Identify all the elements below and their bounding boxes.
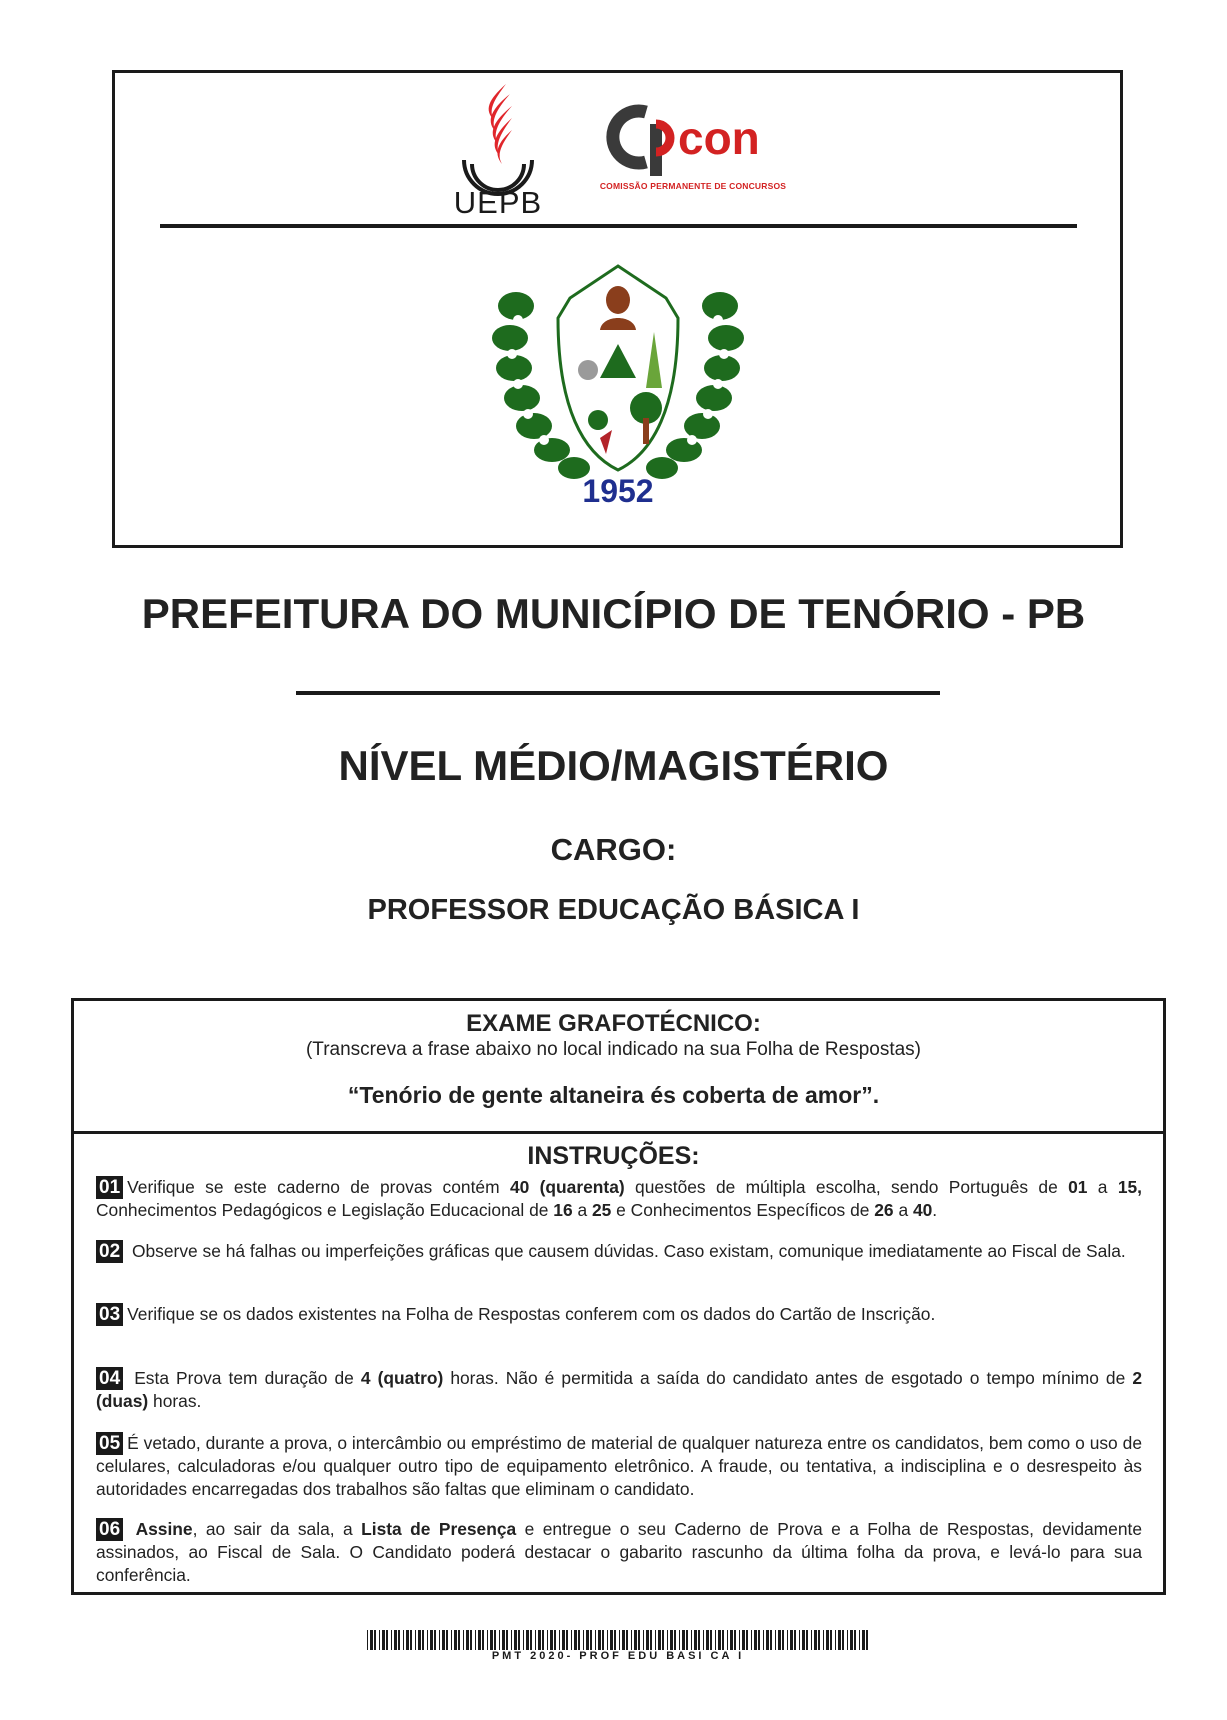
instruction-number: 03 — [96, 1303, 123, 1326]
municipal-coat-of-arms — [488, 258, 748, 512]
barcode-bar — [538, 1630, 541, 1650]
barcode-bar — [454, 1630, 457, 1650]
barcode-bar — [490, 1630, 493, 1650]
barcode-bar — [754, 1630, 757, 1650]
barcode-bar — [730, 1630, 733, 1650]
instruction-bold: 2 (duas) — [96, 1368, 1142, 1411]
barcode-bar — [655, 1630, 656, 1650]
cpcon-logo — [598, 100, 788, 180]
instruction-item — [96, 1240, 1142, 1263]
grafotecnico-title: EXAME GRAFOTÉCNICO: — [466, 1010, 761, 1037]
instruction-bold: 16 — [553, 1200, 573, 1220]
barcode-bar — [530, 1630, 532, 1650]
instruction-text: É vetado, durante a prova, o intercâmbio ou empréstimo de material de qualquer natureza entre os candidatos, bem como o uso de celulares, calculadoras e/ou qualquer outro tipo de equipamento eletrônico. A fraude, ou tentativa, a indisciplina e o desrespeito às autoridades encarregadas dos trabalhos são faltas que eliminam o candidato. — [96, 1433, 1142, 1499]
barcode-bar — [806, 1630, 808, 1650]
barcode-bar — [742, 1630, 745, 1650]
barcode-bar — [727, 1630, 728, 1650]
barcode-bar — [758, 1630, 760, 1650]
instruction-number: 04 — [96, 1367, 123, 1390]
barcode-bar — [638, 1630, 640, 1650]
instruction-number: 06 — [96, 1518, 123, 1541]
barcode-bar — [566, 1630, 568, 1650]
barcode-bar — [458, 1630, 460, 1650]
barcode-bar — [475, 1630, 476, 1650]
instruction-text: Verifique se os dados existentes na Folha de Respostas conferem com os dados do Cartão de Inscrição. — [127, 1304, 936, 1324]
barcode-bar — [502, 1630, 505, 1650]
barcode-bar — [463, 1630, 464, 1650]
barcode-bar — [770, 1630, 772, 1650]
barcode-bar — [382, 1630, 385, 1650]
instruction-text: . — [932, 1200, 938, 1220]
barcode-bar — [634, 1630, 637, 1650]
barcode-bar — [518, 1630, 520, 1650]
barcode-bar — [562, 1630, 565, 1650]
barcode-bar — [598, 1630, 601, 1650]
instruction-bold: 26 — [874, 1200, 894, 1220]
instruction-number: 02 — [96, 1240, 123, 1263]
barcode-bar — [778, 1630, 781, 1650]
barcode-bar — [830, 1630, 832, 1650]
instruction-text: questões de múltipla escolha, sendo Português de — [624, 1177, 1069, 1197]
barcode-bar — [370, 1630, 373, 1650]
barcode-bar — [482, 1630, 484, 1650]
barcode-bar — [415, 1630, 416, 1650]
instruction-bold: 40 — [912, 1200, 933, 1220]
barcode-bar — [374, 1630, 376, 1650]
barcode-bar — [442, 1630, 445, 1650]
barcode-bar — [535, 1630, 536, 1650]
grafotecnico-note: (Transcreva a frase abaixo no local indicado na sua Folha de Respostas) — [305, 1039, 922, 1060]
barcode-bar — [466, 1630, 469, 1650]
city-title: PREFEITURA DO MUNICÍPIO DE TENÓRIO - PB — [141, 590, 1086, 637]
barcode-bar — [559, 1630, 560, 1650]
barcode-bar — [814, 1630, 817, 1650]
barcode-bar — [583, 1630, 584, 1650]
instruction-text: Observe se há falhas ou imperfeições gráficas que causem dúvidas. Caso existam, comunique imediatamente ao Fiscal de Sala. — [131, 1241, 1126, 1261]
instruction-text: a — [1087, 1177, 1118, 1197]
barcode-bar — [706, 1630, 709, 1650]
instruction-bold: 40 (quarenta) — [509, 1177, 625, 1197]
barcode-bar — [610, 1630, 613, 1650]
barcode-bar — [547, 1630, 548, 1650]
barcode-bar — [511, 1630, 512, 1650]
barcode-bar — [818, 1630, 820, 1650]
barcode-bar — [523, 1630, 524, 1650]
barcode-bar — [550, 1630, 553, 1650]
instruction-text: horas. — [148, 1391, 202, 1411]
barcode-bar — [775, 1630, 776, 1650]
barcode-bar — [446, 1630, 448, 1650]
barcode-bar — [694, 1630, 697, 1650]
barcode-bar — [451, 1630, 452, 1650]
barcode-bar — [722, 1630, 724, 1650]
barcode-bar — [823, 1630, 824, 1650]
instruction-text: a — [572, 1200, 592, 1220]
barcode-bar — [614, 1630, 616, 1650]
barcode-bar — [478, 1630, 481, 1650]
barcode-bar — [590, 1630, 592, 1650]
title-rule — [296, 691, 940, 695]
barcode-bar — [586, 1630, 589, 1650]
barcode-bar — [422, 1630, 424, 1650]
barcode-bar — [650, 1630, 652, 1650]
barcode-bar — [631, 1630, 632, 1650]
barcode-bar — [799, 1630, 800, 1650]
instruction-text: Verifique se este caderno de provas contém — [127, 1177, 510, 1197]
barcode-bar — [682, 1630, 685, 1650]
barcode-bar — [674, 1630, 676, 1650]
cargo-label: CARGO: — [550, 832, 677, 867]
coat-year: 1952 — [582, 473, 654, 509]
exam-divider — [71, 1131, 1166, 1134]
instruction-bold: 01 — [1068, 1177, 1088, 1197]
barcode-bar — [862, 1630, 865, 1650]
barcode-bar — [427, 1630, 428, 1650]
barcode-bar — [751, 1630, 752, 1650]
barcode-bar — [602, 1630, 604, 1650]
instruction-number: 01 — [96, 1176, 123, 1199]
barcode-bar — [434, 1630, 436, 1650]
instruction-item — [96, 1303, 1142, 1326]
instruction-number: 05 — [96, 1432, 123, 1455]
barcode-bar — [406, 1630, 409, 1650]
cargo-name: PROFESSOR EDUCAÇÃO BÁSICA I — [367, 894, 860, 926]
instructions-title: INSTRUÇÕES: — [527, 1142, 700, 1170]
barcode-bar — [847, 1630, 848, 1650]
barcode-bar — [763, 1630, 764, 1650]
instruction-item — [96, 1367, 1142, 1413]
barcode-bar — [718, 1630, 721, 1650]
barcode-bar — [670, 1630, 673, 1650]
barcode-bar — [866, 1630, 868, 1650]
barcode-bar — [691, 1630, 692, 1650]
uepb-text: UEPB — [453, 185, 543, 220]
barcode-bar — [734, 1630, 736, 1650]
barcode-bar — [506, 1630, 508, 1650]
barcode-bar — [487, 1630, 488, 1650]
instruction-text: , ao sair da sala, a — [192, 1519, 362, 1539]
barcode-bar — [838, 1630, 841, 1650]
barcode-bar — [782, 1630, 784, 1650]
barcode-bar — [698, 1630, 700, 1650]
instruction-item — [96, 1518, 1142, 1587]
barcode-bar — [554, 1630, 556, 1650]
barcode-bar — [658, 1630, 661, 1650]
cpcon-subtitle: COMISSÃO PERMANENTE DE CONCURSOS — [599, 181, 787, 191]
instruction-text: e Conhecimentos Específicos de — [611, 1200, 875, 1220]
barcode-bar — [430, 1630, 433, 1650]
barcode-bar — [626, 1630, 628, 1650]
barcode-bar — [643, 1630, 644, 1650]
grafotecnico-phrase: “Tenório de gente altaneira és coberta de amor”. — [347, 1082, 880, 1108]
barcode — [367, 1630, 869, 1650]
cpcon-wordmark: con — [678, 112, 760, 164]
barcode-bar — [842, 1630, 844, 1650]
barcode-bar — [854, 1630, 856, 1650]
barcode-bar — [595, 1630, 596, 1650]
barcode-bar — [746, 1630, 748, 1650]
barcode-bar — [622, 1630, 625, 1650]
instruction-bold: 15, — [1117, 1177, 1143, 1197]
instruction-item — [96, 1176, 1142, 1222]
barcode-bar — [703, 1630, 704, 1650]
barcode-bar — [850, 1630, 853, 1650]
barcode-bar — [367, 1630, 368, 1650]
barcode-bar — [398, 1630, 400, 1650]
barcode-bar — [802, 1630, 805, 1650]
barcode-bar — [826, 1630, 829, 1650]
barcode-bar — [686, 1630, 688, 1650]
barcode-bar — [439, 1630, 440, 1650]
barcode-bar — [667, 1630, 668, 1650]
barcode-bar — [391, 1630, 392, 1650]
barcode-bar — [794, 1630, 796, 1650]
barcode-bar — [403, 1630, 404, 1650]
barcode-bar — [470, 1630, 472, 1650]
barcode-bar — [787, 1630, 788, 1650]
barcode-bar — [379, 1630, 380, 1650]
barcode-bar — [514, 1630, 517, 1650]
barcode-bar — [662, 1630, 664, 1650]
level-title: NÍVEL MÉDIO/MAGISTÉRIO — [338, 742, 889, 789]
barcode-bar — [394, 1630, 397, 1650]
header-rule — [160, 224, 1077, 228]
barcode-bar — [790, 1630, 793, 1650]
instruction-bold: Assine — [135, 1519, 193, 1539]
instruction-text: a — [893, 1200, 913, 1220]
barcode-bar — [526, 1630, 529, 1650]
barcode-bar — [574, 1630, 577, 1650]
barcode-bar — [766, 1630, 769, 1650]
instruction-bold: Lista de Presença — [361, 1519, 517, 1539]
barcode-bar — [410, 1630, 412, 1650]
barcode-bar — [715, 1630, 716, 1650]
barcode-bar — [859, 1630, 860, 1650]
barcode-bar — [739, 1630, 740, 1650]
barcode-bar — [386, 1630, 388, 1650]
instruction-bold: 4 (quatro) — [360, 1368, 444, 1388]
instruction-item — [96, 1432, 1142, 1501]
barcode-bar — [811, 1630, 812, 1650]
barcode-bar — [619, 1630, 620, 1650]
instruction-text: Conhecimentos Pedagógicos e Legislação Educacional de — [96, 1200, 554, 1220]
barcode-bar — [679, 1630, 680, 1650]
instruction-text: horas. Não é permitida a saída do candidato antes de esgotado o tempo mínimo de — [443, 1368, 1133, 1388]
instruction-text: Esta Prova tem duração de — [134, 1368, 361, 1388]
barcode-bar — [835, 1630, 836, 1650]
barcode-bar — [418, 1630, 421, 1650]
instruction-bold: 25 — [591, 1200, 612, 1220]
barcode-bar — [578, 1630, 580, 1650]
barcode-bar — [646, 1630, 649, 1650]
barcode-bar — [607, 1630, 608, 1650]
barcode-text: PMT 2020- PROF EDU BASI CA I — [491, 1650, 745, 1662]
barcode-bar — [499, 1630, 500, 1650]
barcode-bar — [494, 1630, 496, 1650]
barcode-bar — [571, 1630, 572, 1650]
instruction-text: e entregue o seu Caderno de Prova e a Folha de Respostas, devidamente assinados, ao Fiscal de Sala. O Candidato poderá destacar o gabarito rascunho da última folha da prova, e levá-lo para sua conferência. — [96, 1519, 1142, 1585]
barcode-bar — [542, 1630, 544, 1650]
barcode-bar — [710, 1630, 712, 1650]
